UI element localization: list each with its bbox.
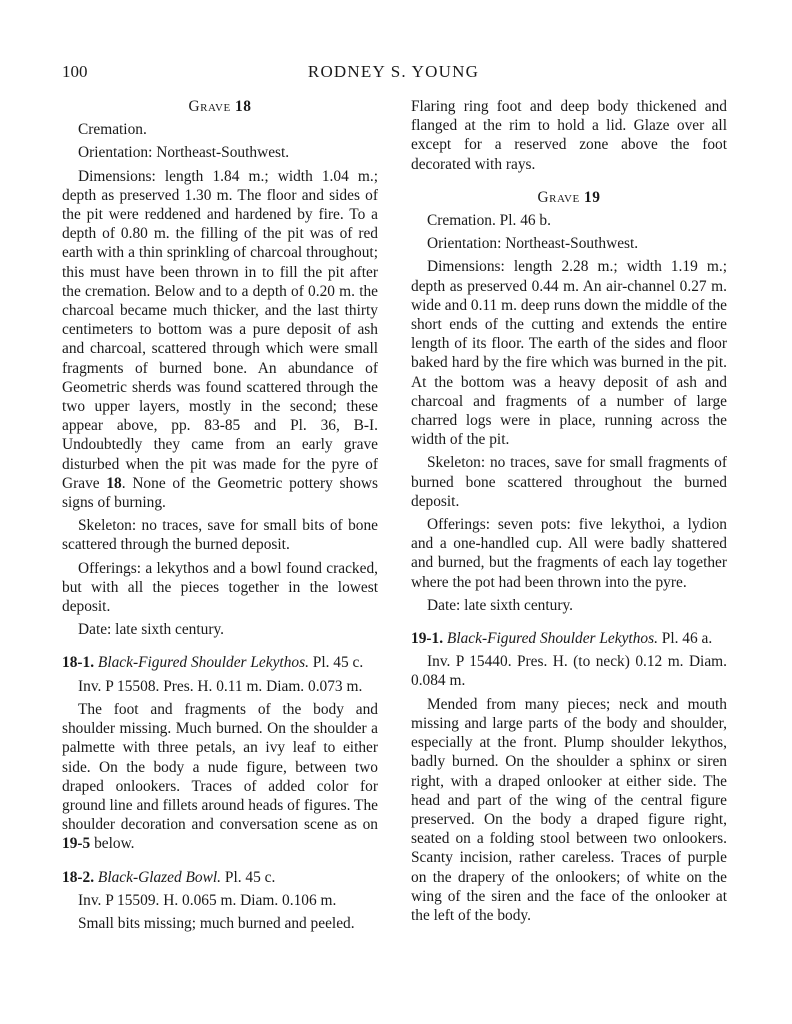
catalogue-number: 18-1.: [62, 654, 95, 672]
item-18-1-description: [62, 700, 378, 854]
plate-ref: Pl. 45 c.: [312, 654, 364, 672]
grave-19-cremation: Cremation. Pl. 46 b.: [427, 212, 551, 230]
grave-19-orientation: Orientation: Northeast-Southwest.: [427, 235, 639, 253]
plate-ref: Pl. 46 a.: [661, 630, 713, 648]
grave-18-cremation: Cremation.: [78, 121, 147, 139]
text-run: . None of the Geometric pottery shows signs of burning.: [62, 474, 378, 512]
item-19-1-inventory: Inv. P 15440. Pres. H. (to neck) 0.12 m. Diam. 0.084 m.: [411, 653, 727, 690]
page-number: 100: [62, 62, 88, 81]
grave-19-date: Date: late sixth century.: [427, 596, 574, 614]
running-head: [62, 62, 725, 88]
catalogue-number: 18-2.: [62, 868, 95, 886]
item-18-2-inventory: Inv. P 15509. H. 0.065 m. Diam. 0.106 m.: [78, 891, 337, 909]
running-title: RODNEY S. YOUNG: [307, 62, 480, 81]
grave-18-date: Date: late sixth century.: [78, 621, 225, 639]
item-18-2-description: Small bits missing; much burned and peeled.: [78, 914, 355, 932]
text-run: The foot and fragments of the body and shoulder missing. Much burned. On the shoulder a palmette with three petals, an ivy leaf to either side. On the body a nude figure, between two draped onlookers. Traces of added color for ground line and fillets around heads of figures. The shoulder decoration and conversation scene as on: [62, 700, 378, 834]
catalogue-item-18-1: [62, 653, 378, 672]
item-18-1-inventory: Inv. P 15508. Pres. H. 0.11 m. Diam. 0.073 m.: [78, 677, 363, 695]
grave-18-dimensions: [62, 167, 378, 513]
heading-word: Grave: [188, 98, 231, 115]
grave-18-orientation: Orientation: Northeast-Southwest.: [78, 144, 290, 162]
item-ref: 19-5: [62, 835, 91, 853]
grave-19-offerings: Offerings: seven pots: five lekythoi, a lydion and a one-handled cup. All were badly shattered and burned, but the fragments of each lay together where the pot had been thrown into the pyre.: [411, 516, 727, 591]
grave-18-heading: [62, 97, 378, 116]
grave-ref: 18: [106, 474, 122, 492]
grave-19-dimensions: Dimensions: length 2.28 m.; width 1.19 m.; depth as preserved 0.44 m. An air-channel 0.27 m. wide and 0.11 m. deep runs down the middle of the short ends of the cutting and extends the entire length of its floor. The earth of the sides and floor baked hard by the fire which was burned in the pit. At the bottom was a heavy deposit of ash and charcoal and fragments of a number of large charred logs were in place, running across the width of the pit.: [411, 258, 727, 449]
catalogue-number: 19-1.: [411, 630, 444, 648]
grave-19-heading: [411, 188, 727, 207]
catalogue-item-18-2: [62, 868, 378, 887]
heading-word: Grave: [537, 188, 580, 206]
catalogue-title: Black-Figured Shoulder Lekythos.: [97, 654, 309, 672]
text-run: below.: [90, 835, 135, 853]
catalogue-item-19-1: [411, 629, 727, 648]
catalogue-title: Black-Figured Shoulder Lekythos.: [446, 630, 658, 648]
right-column: [411, 97, 727, 925]
heading-number: 19: [584, 188, 601, 206]
item-18-2-description-continued: Flaring ring foot and deep body thickened and flanged at the rim to hold a lid. Glaze over all except for a reserved zone above the foot decorated with rays.: [411, 98, 727, 173]
grave-18-skeleton: Skeleton: no traces, save for small bits of bone scattered through the burned deposit.: [62, 517, 378, 554]
heading-number: 18: [235, 98, 252, 115]
left-column: [62, 97, 378, 933]
catalogue-title: Black-Glazed Bowl.: [97, 868, 222, 886]
grave-18-offerings: Offerings: a lekythos and a bowl found cracked, but with all the pieces together in the lowest deposit.: [62, 559, 378, 616]
plate-ref: Pl. 45 c.: [224, 868, 276, 886]
item-19-1-description: Mended from many pieces; neck and mouth missing and large parts of the body and shoulder, especially at the front. Plump shoulder lekythos, badly burned. On the shoulder a sphinx or siren right, with a draped onlooker at either side. The head and part of the wing of the central figure preserved. On the body a draped figure right, seated on a folding stool between two onlookers. Scanty incision, rather careless. Traces of purple on the drapery of the onlookers; of white on the wing of the siren and the face of the onlooker at the left of the body.: [411, 695, 727, 924]
text-run: Dimensions: length 1.84 m.; width 1.04 m.; depth as preserved 1.30 m. The floor and sides of the pit were reddened and hardened by fire. To a depth of 0.80 m. the filling of the pit was of red earth with a thin sprinkling of charcoal throughout; this must have been thrown in to fill the pit after the cremation. Below and to a depth of 0.20 m. the charcoal became much thicker, and the last thirty centimeters to bottom was a pure deposit of ash and charcoal, scattered through which were small fragments of burned bone. An abundance of Geometric sherds was found scattered through the two upper layers, mostly in the second; these appear above, pp. 83-85 and Pl. 36, B-I. Undoubtedly they came from an early grave disturbed when the pit was made for the pyre of Grave: [62, 167, 378, 492]
grave-19-skeleton: Skeleton: no traces, save for small fragments of burned bone scattered throughout the burned deposit.: [411, 454, 727, 510]
